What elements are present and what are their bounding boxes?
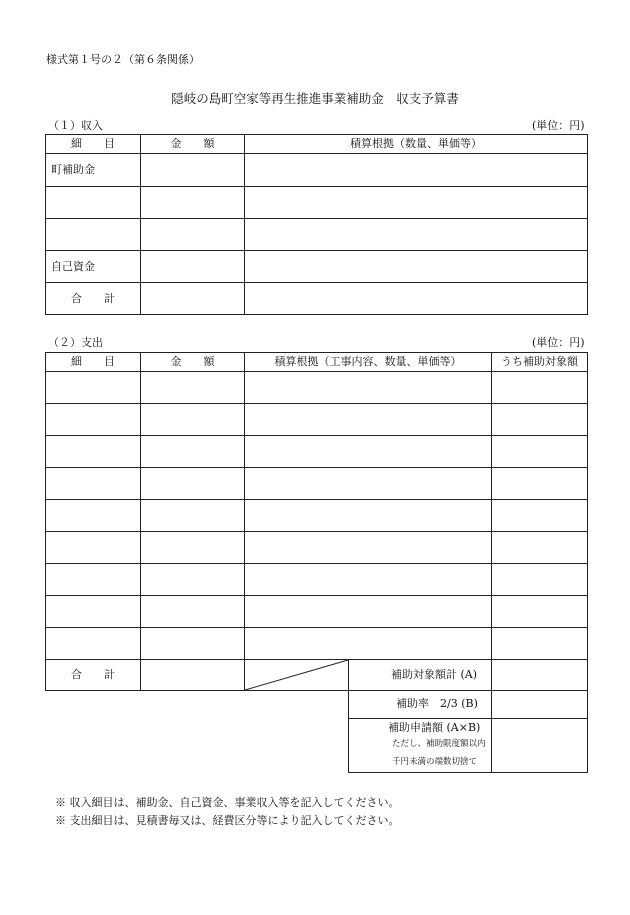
subsidy-request-label: 補助申請額 (A×B) xyxy=(388,721,481,734)
expense-unit-label: (単位：円) xyxy=(532,336,585,349)
note-line: ※ 支出細目は、見積書毎又は、経費区分等により記入してください。 xyxy=(55,814,400,827)
expense-header-item: 細 目 xyxy=(71,355,115,368)
subsidy-rate-label: 補助率 2/3 (B) xyxy=(396,697,478,710)
subsidy-total-label: 補助対象額計 (A) xyxy=(391,668,478,681)
expense-total-label: 合 計 xyxy=(71,668,115,681)
note-line: ※ 収入細目は、補助金、自己資金、事業収入等を記入してください。 xyxy=(55,796,400,809)
income-header-item: 細 目 xyxy=(71,137,115,150)
expense-header-subsidy-target: うち補助対象額 xyxy=(501,355,578,368)
income-row-label: 自己資金 xyxy=(51,260,95,273)
expense-heading: （２）支出 xyxy=(48,336,103,349)
income-total-label: 合 計 xyxy=(71,292,115,305)
form-number: 様式第１号の２（第６条関係） xyxy=(46,53,200,66)
subsidy-request-note: 千円未満の端数切捨て xyxy=(392,757,478,767)
income-row-label: 町補助金 xyxy=(51,163,95,176)
subsidy-request-note: ただし、補助限度額以内 xyxy=(392,739,486,749)
document-title: 隠岐の島町空家等再生推進事業補助金 収支予算書 xyxy=(171,91,459,106)
expense-header-basis: 積算根拠（工事内容、数量、単価等） xyxy=(274,355,462,368)
income-header-basis: 積算根拠（数量、単価等） xyxy=(350,137,482,150)
income-header-amount: 金 額 xyxy=(170,137,215,150)
expense-header-amount: 金 額 xyxy=(170,355,215,368)
income-heading: （１）収入 xyxy=(48,119,103,132)
income-unit-label: (単位：円) xyxy=(532,119,585,132)
